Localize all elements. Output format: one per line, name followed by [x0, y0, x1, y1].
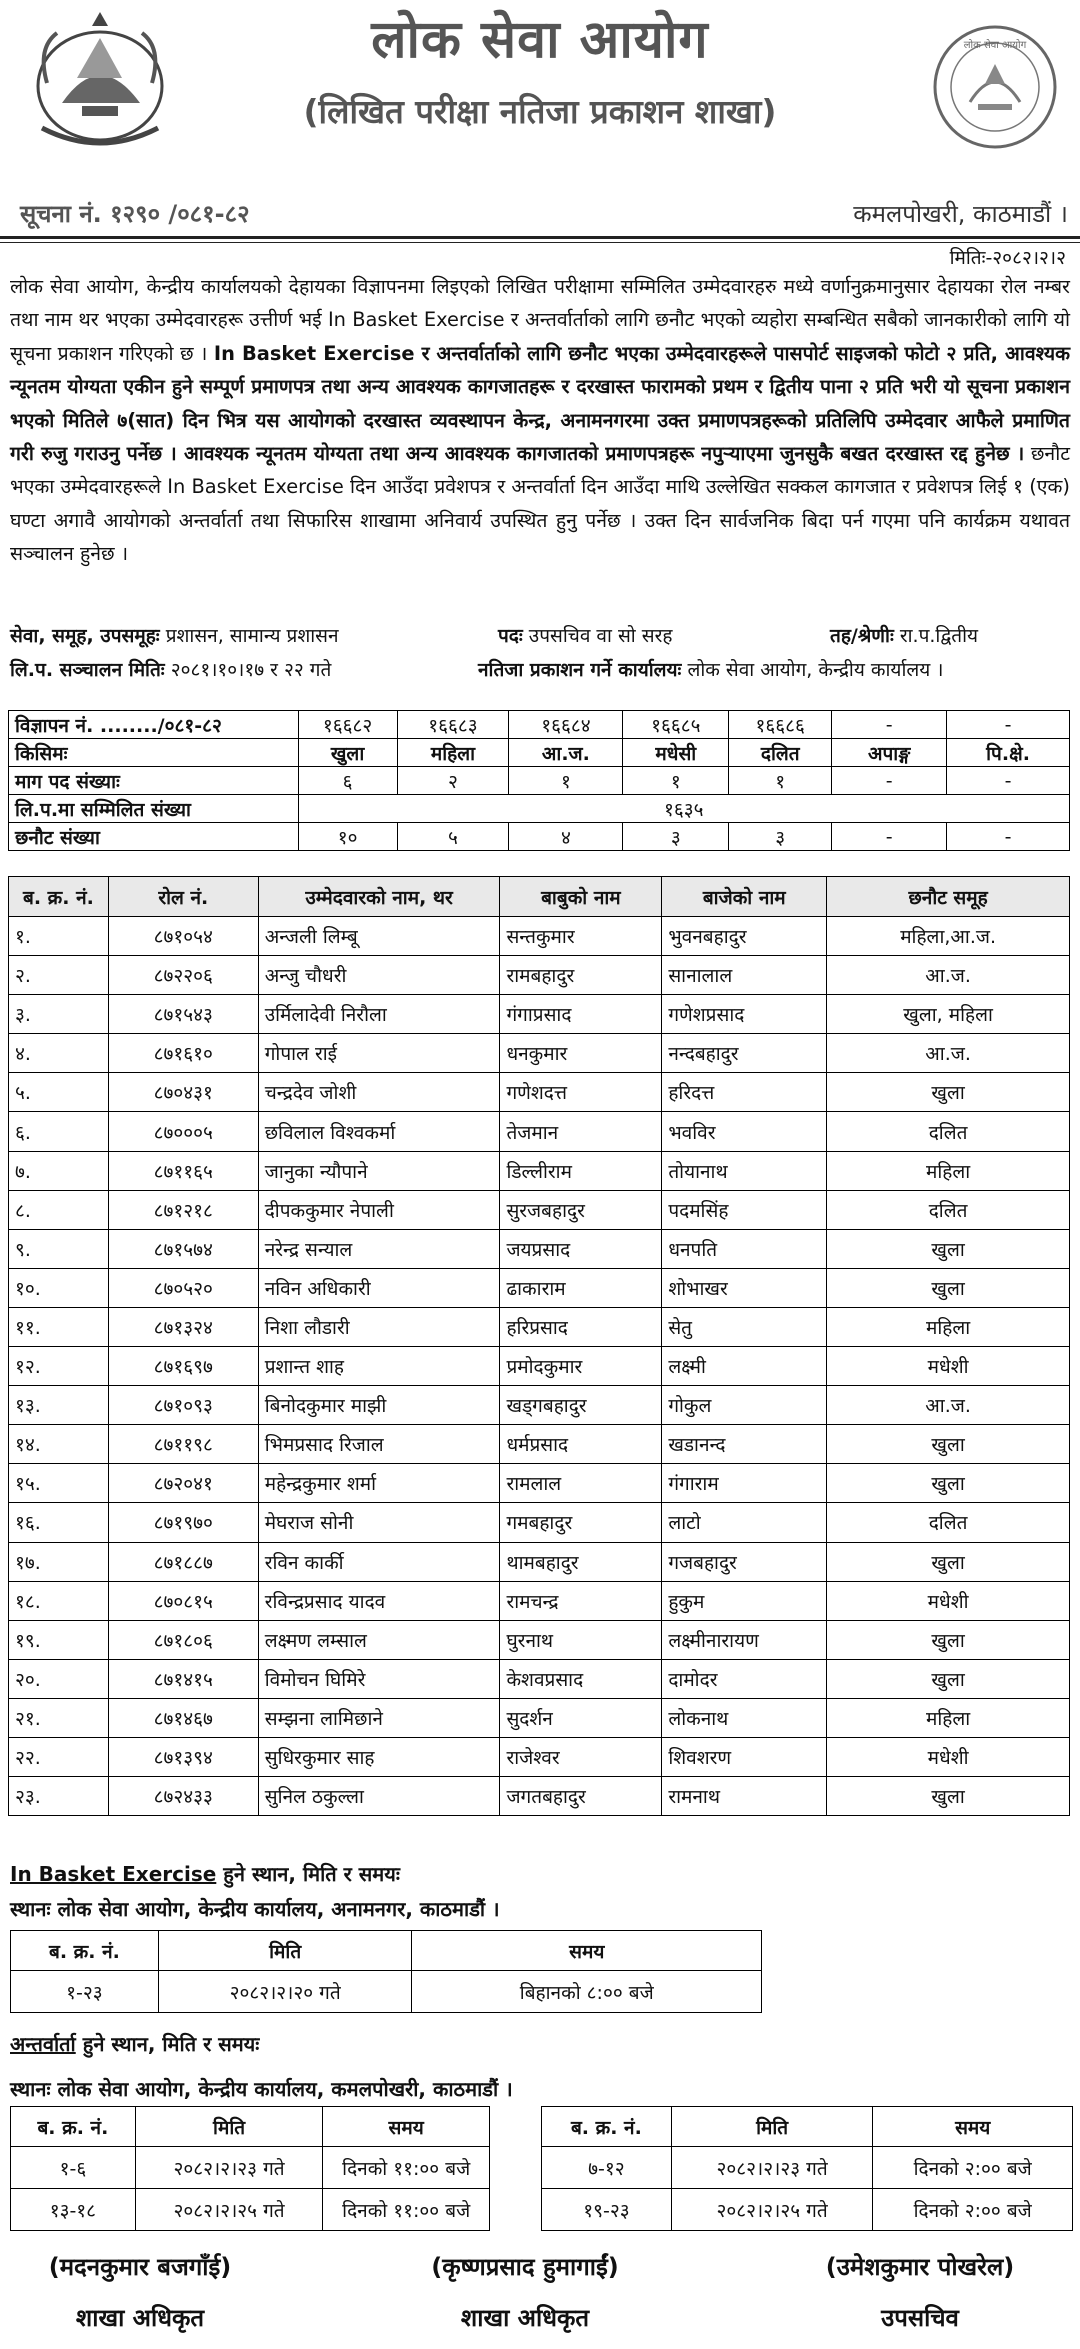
- column-header: मिति: [135, 2107, 323, 2147]
- table-cell: गंगाराम: [662, 1464, 827, 1503]
- interview-location: स्थानः लोक सेवा आयोग, केन्द्रीय कार्यालय, कमलपोखरी, काठमाडौं ।: [10, 2077, 513, 2101]
- table-row: [9, 1034, 1070, 1073]
- table-cell: जानुका न्यौपाने: [258, 1151, 500, 1190]
- table-cell: ८.: [9, 1190, 109, 1229]
- table-cell: सन्तकुमार: [500, 917, 662, 956]
- table-cell: दीपककुमार नेपाली: [258, 1190, 500, 1229]
- signature-block: [790, 2250, 1050, 2334]
- header: [0, 0, 1080, 190]
- signatory-title: उपसचिव: [881, 2304, 959, 2332]
- summary-cell: -: [947, 711, 1070, 739]
- column-header: रोल नं.: [108, 877, 258, 917]
- summary-table-wrap: [8, 710, 1070, 851]
- table-cell: बिनोदकुमार माझी: [258, 1386, 500, 1425]
- interview-row: [11, 2189, 490, 2231]
- info-line-1: [10, 622, 1070, 652]
- summary-table: [8, 710, 1070, 851]
- table-cell: महेन्द्रकुमार शर्मा: [258, 1464, 500, 1503]
- table-cell: शोभाखर: [662, 1268, 827, 1307]
- summary-cell: -: [947, 823, 1070, 851]
- table-cell: २०८२।२।२५ गते: [671, 2189, 873, 2231]
- table-cell: खुला, महिला: [827, 995, 1070, 1034]
- table-cell: आ.ज.: [827, 1034, 1070, 1073]
- table-cell: पदमसिंह: [662, 1190, 827, 1229]
- column-header: समय: [873, 2107, 1073, 2147]
- table-cell: ८७२२०६: [108, 956, 258, 995]
- summary-cell: -: [832, 711, 947, 739]
- table-cell: दिनको २:०० बजे: [873, 2189, 1073, 2231]
- table-cell: दिनको ११:०० बजे: [323, 2189, 490, 2231]
- table-cell: दलित: [827, 1503, 1070, 1542]
- table-cell: गोपाल राई: [258, 1034, 500, 1073]
- table-cell: धनपति: [662, 1229, 827, 1268]
- table-cell: घुरनाथ: [500, 1620, 662, 1659]
- table-cell: ८७१०५४: [108, 917, 258, 956]
- table-cell: १९.: [9, 1620, 109, 1659]
- office-label: नतिजा प्रकाशन गर्ने कार्यालयः: [478, 659, 682, 681]
- table-row: [9, 1073, 1070, 1112]
- table-cell: २०८२।२।२३ गते: [671, 2147, 873, 2189]
- results-header-row: [9, 877, 1070, 917]
- table-cell: ८७१५४३: [108, 995, 258, 1034]
- table-cell: धनकुमार: [500, 1034, 662, 1073]
- summary-cell: १: [509, 767, 623, 795]
- table-cell: चन्द्रदेव जोशी: [258, 1073, 500, 1112]
- summary-cell: ३: [623, 823, 729, 851]
- table-cell: सानालाल: [662, 956, 827, 995]
- summary-row-type: [9, 739, 1070, 767]
- summary-cell: महिला: [397, 739, 509, 767]
- table-cell: १-६: [11, 2147, 136, 2189]
- interview-header-row: [542, 2107, 1073, 2147]
- table-cell: भुवनबहादुर: [662, 917, 827, 956]
- table-cell: १०.: [9, 1268, 109, 1307]
- summary-label: लि.प.मा सम्मिलित संख्या: [9, 795, 299, 823]
- summary-label: माग पद संख्याः: [9, 767, 299, 795]
- table-cell: डिल्लीराम: [500, 1151, 662, 1190]
- table-cell: २०८२।२।२३ गते: [135, 2147, 323, 2189]
- table-cell: महिला: [827, 1307, 1070, 1346]
- signature-block: [20, 2250, 260, 2334]
- summary-row-participants: [9, 795, 1070, 823]
- summary-cell: -: [832, 823, 947, 851]
- table-cell: ८७१६१०: [108, 1034, 258, 1073]
- table-row: [9, 1268, 1070, 1307]
- table-row: [9, 1307, 1070, 1346]
- table-cell: ८७११९८: [108, 1425, 258, 1464]
- summary-label: छनौट संख्या: [9, 823, 299, 851]
- post-label: पदः: [498, 625, 523, 647]
- summary-cell: ४: [509, 823, 623, 851]
- signatory-name: (उमेशकुमार पोखरेल): [825, 2253, 1015, 2281]
- table-row: [9, 995, 1070, 1034]
- table-row: [9, 1425, 1070, 1464]
- table-cell: २०८२।२।२५ गते: [135, 2189, 323, 2231]
- table-cell: बिहानको ८:०० बजे: [412, 1971, 762, 2013]
- table-cell: १४.: [9, 1425, 109, 1464]
- table-cell: खडानन्द: [662, 1425, 827, 1464]
- table-cell: १-२३: [11, 1971, 159, 2013]
- results-table-wrap: [8, 876, 1070, 1816]
- table-cell: १५.: [9, 1464, 109, 1503]
- table-cell: ८७०००५: [108, 1112, 258, 1151]
- exam-date-value: २०८१।१०।१७ र २२ गते: [170, 659, 332, 681]
- table-cell: रविन कार्की: [258, 1542, 500, 1581]
- interview-right-table-wrap: [541, 2106, 1073, 2231]
- table-cell: ८७१४६७: [108, 1698, 258, 1737]
- divider: [0, 236, 1080, 239]
- table-cell: ८७२४३३: [108, 1777, 258, 1816]
- summary-cell: पि.क्षे.: [947, 739, 1070, 767]
- table-cell: तोयानाथ: [662, 1151, 827, 1190]
- table-cell: ६.: [9, 1112, 109, 1151]
- results-table: [8, 876, 1070, 1816]
- basket-section-title: [10, 1860, 400, 1887]
- table-row: [9, 1386, 1070, 1425]
- notice-date: मितिः-२०८२।२।२: [949, 247, 1066, 269]
- summary-cell: अपाङ्ग: [832, 739, 947, 767]
- table-cell: महिला,आ.ज.: [827, 917, 1070, 956]
- table-row: [9, 1620, 1070, 1659]
- table-row: [9, 1777, 1070, 1816]
- table-cell: लाटो: [662, 1503, 827, 1542]
- table-cell: ८७०४३१: [108, 1073, 258, 1112]
- table-cell: खुला: [827, 1464, 1070, 1503]
- table-cell: ८७१९७०: [108, 1503, 258, 1542]
- level-value: रा.प.द्वितीय: [899, 625, 979, 647]
- table-row: [9, 1190, 1070, 1229]
- summary-cell: ६: [298, 767, 397, 795]
- table-cell: १६.: [9, 1503, 109, 1542]
- signatory-title: शाखा अधिकृत: [460, 2304, 590, 2332]
- table-cell: केशवप्रसाद: [500, 1659, 662, 1698]
- column-header: मिति: [671, 2107, 873, 2147]
- table-cell: खुला: [827, 1229, 1070, 1268]
- table-row: [9, 1698, 1070, 1737]
- table-cell: ७.: [9, 1151, 109, 1190]
- table-cell: मेघराज सोनी: [258, 1503, 500, 1542]
- table-cell: १८.: [9, 1581, 109, 1620]
- info-line-2: [10, 656, 1070, 686]
- table-cell: २०.: [9, 1659, 109, 1698]
- table-cell: ९.: [9, 1229, 109, 1268]
- summary-cell: -: [832, 767, 947, 795]
- table-cell: आ.ज.: [827, 1386, 1070, 1425]
- table-cell: खुला: [827, 1425, 1070, 1464]
- table-row: [9, 1112, 1070, 1151]
- table-cell: ८७१२१८: [108, 1190, 258, 1229]
- basket-location: स्थानः लोक सेवा आयोग, केन्द्रीय कार्यालय, अनामनगर, काठमाडौं ।: [10, 1897, 500, 1921]
- summary-cell: -: [947, 767, 1070, 795]
- table-cell: १३-१८: [11, 2189, 136, 2231]
- level-label: तह/श्रेणीः: [830, 625, 894, 647]
- table-cell: दिनको २:०० बजे: [873, 2147, 1073, 2189]
- basket-title-underlined: In Basket Exercise: [10, 1862, 217, 1886]
- table-cell: गोकुल: [662, 1386, 827, 1425]
- table-cell: ४.: [9, 1034, 109, 1073]
- table-cell: उर्मिलादेवी निरौला: [258, 995, 500, 1034]
- table-cell: १३.: [9, 1386, 109, 1425]
- table-cell: ३.: [9, 995, 109, 1034]
- column-header: ब. क्र. नं.: [11, 1931, 159, 1971]
- exam-date-label: लि.प. सञ्चालन मितिः: [10, 659, 165, 681]
- table-cell: विमोचन घिमिरे: [258, 1659, 500, 1698]
- table-row: [9, 1659, 1070, 1698]
- notice-location: कमलपोखरी, काठमाडौं ।: [853, 200, 1068, 228]
- summary-row-selected: [9, 823, 1070, 851]
- notice-row: [20, 193, 1068, 233]
- table-cell: प्रमोदकुमार: [500, 1347, 662, 1386]
- table-row: [9, 1229, 1070, 1268]
- results-body: [9, 917, 1070, 1816]
- commission-seal-icon: [930, 22, 1060, 152]
- summary-cell: २: [397, 767, 509, 795]
- table-cell: रविन्द्रप्रसाद यादव: [258, 1581, 500, 1620]
- summary-cell: ५: [397, 823, 509, 851]
- table-cell: १२.: [9, 1347, 109, 1386]
- summary-cell: खुला: [298, 739, 397, 767]
- table-row: [9, 1542, 1070, 1581]
- table-cell: खुला: [827, 1073, 1070, 1112]
- service-label: सेवा, समूह, उपसमूहः: [10, 625, 160, 647]
- notice-number: सूचना नं. १२९० /०८१-८२: [20, 200, 250, 228]
- summary-row-ad: [9, 711, 1070, 739]
- table-cell: महिला: [827, 1151, 1070, 1190]
- table-cell: २३.: [9, 1777, 109, 1816]
- table-cell: गणेशदत्त: [500, 1073, 662, 1112]
- table-cell: ११.: [9, 1307, 109, 1346]
- table-cell: ८७१३२४: [108, 1307, 258, 1346]
- basket-title-rest: हुने स्थान, मिति र समयः: [216, 1862, 400, 1886]
- interview-right-table: [541, 2106, 1073, 2231]
- summary-label: विज्ञापन नं. ......../०८१-८२: [9, 711, 299, 739]
- basket-table-wrap: [10, 1930, 762, 2013]
- summary-cell: १६६८६: [729, 711, 832, 739]
- page-subtitle: (लिखित परीक्षा नतिजा प्रकाशन शाखा): [303, 92, 777, 131]
- interview-header-row: [11, 2107, 490, 2147]
- table-cell: ८७१५७४: [108, 1229, 258, 1268]
- table-cell: भवविर: [662, 1112, 827, 1151]
- office-value: लोक सेवा आयोग, केन्द्रीय कार्यालय ।: [687, 659, 944, 681]
- table-cell: दामोदर: [662, 1659, 827, 1698]
- interview-row: [542, 2147, 1073, 2189]
- table-cell: गमबहादुर: [500, 1503, 662, 1542]
- table-cell: शिवशरण: [662, 1737, 827, 1776]
- table-cell: हुकुम: [662, 1581, 827, 1620]
- table-cell: ७-१२: [542, 2147, 672, 2189]
- column-header: बाबुको नाम: [500, 877, 662, 917]
- summary-cell: १६६८२: [298, 711, 397, 739]
- paragraph-part-2: In Basket Exercise र अन्तर्वार्ताको लागि छनौट भएका उम्मेदवारहरूले पासपोर्ट साइजको फोटो २ प्रति, आवश्यक न्यूनतम योग्यता एकीन हुने सम्पूर्ण प्रमाणपत्र तथा अन्य आवश्यक कागजातहरू र दरखास्त फारामको प्रथम र द्वितीय पाना २ प्रति भरी यो सूचना प्रकाशन भएको मितिले ७(सात) दिन भित्र यस आयोगको दरखास्त व्यवस्थापन केन्द्र, अनामनगरमा उक्त प्रमाणपत्रहरूको प्रतिलिपि उम्मेदवार आफैले प्रमाणित गरी रुजु गराउनु पर्नेछ । आवश्यक न्यूनतम योग्यता तथा अन्य आवश्यक कागजातको प्रमाणपत्रहरू नपुऱ्याएमा जुनसुकै बखत दरखास्त रद्द हुनेछ ।: [10, 341, 1070, 466]
- table-cell: १.: [9, 917, 109, 956]
- table-cell: ८७१८०६: [108, 1620, 258, 1659]
- table-cell: ढाकाराम: [500, 1268, 662, 1307]
- column-header: ब. क्र. नं.: [542, 2107, 672, 2147]
- table-cell: लक्ष्मी: [662, 1347, 827, 1386]
- table-cell: मधेशी: [827, 1581, 1070, 1620]
- table-cell: रामबहादुर: [500, 956, 662, 995]
- seal-text: लोक सेवा आयोग: [963, 40, 1027, 51]
- table-cell: २.: [9, 956, 109, 995]
- table-cell: छविलाल विश्वकर्मा: [258, 1112, 500, 1151]
- column-header: ब. क्र. नं.: [11, 2107, 136, 2147]
- table-cell: ८७१०९३: [108, 1386, 258, 1425]
- table-cell: दलित: [827, 1190, 1070, 1229]
- table-cell: खड्गबहादुर: [500, 1386, 662, 1425]
- summary-row-demand: [9, 767, 1070, 795]
- table-row: [9, 917, 1070, 956]
- table-cell: निशा लौडारी: [258, 1307, 500, 1346]
- table-cell: धर्मप्रसाद: [500, 1425, 662, 1464]
- table-cell: अन्जु चौधरी: [258, 956, 500, 995]
- table-cell: आ.ज.: [827, 956, 1070, 995]
- table-cell: गजबहादुर: [662, 1542, 827, 1581]
- divider: [0, 242, 1080, 243]
- table-cell: खुला: [827, 1542, 1070, 1581]
- table-cell: लक्ष्मीनारायण: [662, 1620, 827, 1659]
- summary-cell: १६३५: [298, 795, 1069, 823]
- column-header: समय: [323, 2107, 490, 2147]
- summary-cell: १०: [298, 823, 397, 851]
- summary-cell: दलित: [729, 739, 832, 767]
- interview-title-rest: हुने स्थान, मिति र समयः: [75, 2032, 260, 2056]
- table-cell: जयप्रसाद: [500, 1229, 662, 1268]
- table-cell: सुनिल ठकुल्ला: [258, 1777, 500, 1816]
- table-cell: मधेशी: [827, 1347, 1070, 1386]
- table-cell: गंगाप्रसाद: [500, 995, 662, 1034]
- basket-header-row: [11, 1931, 762, 1971]
- table-cell: लक्ष्मण लम्साल: [258, 1620, 500, 1659]
- summary-cell: आ.ज.: [509, 739, 623, 767]
- table-cell: हरिदत्त: [662, 1073, 827, 1112]
- table-cell: ८७१४१५: [108, 1659, 258, 1698]
- table-cell: रामचन्द्र: [500, 1581, 662, 1620]
- table-cell: २०८२।२।२० गते: [158, 1971, 412, 2013]
- column-header: छनौट समूह: [827, 877, 1070, 917]
- post-value: उपसचिव वा सो सरह: [528, 625, 673, 647]
- table-cell: नन्दबहादुर: [662, 1034, 827, 1073]
- table-cell: १९-२३: [542, 2189, 672, 2231]
- signatory-title: शाखा अधिकृत: [75, 2304, 205, 2332]
- interview-title-underlined: अन्तर्वार्ता: [10, 2032, 76, 2056]
- interview-row: [11, 2147, 490, 2189]
- table-cell: मधेशी: [827, 1737, 1070, 1776]
- interview-left-table-wrap: [10, 2106, 490, 2231]
- paragraph-part-3: छनौट भएका उम्मेदवारहरूले In Basket Exercise दिन आउँदा प्रवेशपत्र र अन्तर्वार्ता दिन आउँदा माथि उल्लेखित सक्कल कागजात र प्रवेशपत्र लिई १ (एक) घण्टा अगावै आयोगको अन्तर्वार्ता तथा सिफारिस शाखामा अनिवार्य उपस्थित हुनु पर्नेछ । उक्त दिन सार्वजनिक बिदा पर्न गएमा पनि कार्यक्रम यथावत सञ्चालन हुनेछ ।: [10, 442, 1070, 566]
- table-cell: रामलाल: [500, 1464, 662, 1503]
- table-cell: भिमप्रसाद रिजाल: [258, 1425, 500, 1464]
- table-cell: सुदर्शन: [500, 1698, 662, 1737]
- table-row: [9, 1151, 1070, 1190]
- table-cell: दिनको ११:०० बजे: [323, 2147, 490, 2189]
- table-cell: महिला: [827, 1698, 1070, 1737]
- table-row: [9, 1503, 1070, 1542]
- signatory-name: (मदनकुमार बजगाँई): [48, 2253, 232, 2281]
- table-cell: अन्जली लिम्बू: [258, 917, 500, 956]
- table-cell: खुला: [827, 1777, 1070, 1816]
- interview-left-table: [10, 2106, 490, 2231]
- interview-section-title: [10, 2030, 259, 2057]
- summary-cell: ३: [729, 823, 832, 851]
- table-cell: ८७२०४१: [108, 1464, 258, 1503]
- table-cell: खुला: [827, 1659, 1070, 1698]
- summary-cell: १: [729, 767, 832, 795]
- summary-cell: १६६८५: [623, 711, 729, 739]
- table-cell: खुला: [827, 1268, 1070, 1307]
- table-row: [9, 956, 1070, 995]
- table-cell: २१.: [9, 1698, 109, 1737]
- table-cell: २२.: [9, 1737, 109, 1776]
- table-cell: नरेन्द्र सन्याल: [258, 1229, 500, 1268]
- table-cell: हरिप्रसाद: [500, 1307, 662, 1346]
- table-cell: सेतु: [662, 1307, 827, 1346]
- column-header: बाजेको नाम: [662, 877, 827, 917]
- table-cell: रामनाथ: [662, 1777, 827, 1816]
- service-value: प्रशासन, सामान्य प्रशासन: [165, 625, 339, 647]
- summary-cell: मधेसी: [623, 739, 729, 767]
- column-header: उम्मेदवारको नाम, थर: [258, 877, 500, 917]
- signature-block: [395, 2250, 655, 2334]
- column-header: ब. क्र. नं.: [9, 877, 109, 917]
- table-cell: नविन अधिकारी: [258, 1268, 500, 1307]
- notice-paragraph: [10, 270, 1070, 571]
- paragraph-part-1: लोक सेवा आयोग, केन्द्रीय कार्यालयको देहायका विज्ञापनमा लिइएको लिखित परीक्षामा सम्मिलित उम्मेदवारहरु मध्ये वर्णानुक्रमानुसार देहायका रोल नम्बर तथा नाम थर भएका उम्मेदवारहरू उत्तीर्ण भई In Basket Exercise र अन्तर्वार्ताको लागि छनौट भएको व्यहोरा सम्बन्धित सबैको जानकारीको लागि यो सूचना प्रकाशन गरिएको छ ।: [10, 275, 1070, 365]
- page-title: लोक सेवा आयोग: [371, 10, 709, 70]
- table-cell: ८७१८८७: [108, 1542, 258, 1581]
- basket-row: [11, 1971, 762, 2013]
- table-cell: दलित: [827, 1112, 1070, 1151]
- interview-row: [542, 2189, 1073, 2231]
- table-row: [9, 1347, 1070, 1386]
- signatory-name: (कृष्णप्रसाद हुमागाईं): [431, 2253, 619, 2281]
- table-cell: ८७०५२०: [108, 1268, 258, 1307]
- column-header: मिति: [158, 1931, 412, 1971]
- summary-cell: १६६८३: [397, 711, 509, 739]
- table-cell: जगतबहादुर: [500, 1777, 662, 1816]
- table-row: [9, 1581, 1070, 1620]
- table-cell: सम्झना लामिछाने: [258, 1698, 500, 1737]
- table-cell: प्रशान्त शाह: [258, 1347, 500, 1386]
- summary-cell: १: [623, 767, 729, 795]
- table-cell: तेजमान: [500, 1112, 662, 1151]
- table-cell: खुला: [827, 1620, 1070, 1659]
- table-cell: सुधिरकुमार साह: [258, 1737, 500, 1776]
- table-cell: राजेश्वर: [500, 1737, 662, 1776]
- table-cell: थामबहादुर: [500, 1542, 662, 1581]
- table-cell: ८७१३९४: [108, 1737, 258, 1776]
- table-row: [9, 1464, 1070, 1503]
- table-row: [9, 1737, 1070, 1776]
- table-cell: ८७१६९७: [108, 1347, 258, 1386]
- summary-cell: १६६८४: [509, 711, 623, 739]
- basket-table: [10, 1930, 762, 2013]
- table-cell: ८७११६५: [108, 1151, 258, 1190]
- table-cell: सुरजबहादुर: [500, 1190, 662, 1229]
- table-cell: ५.: [9, 1073, 109, 1112]
- table-cell: लोकनाथ: [662, 1698, 827, 1737]
- column-header: समय: [412, 1931, 762, 1971]
- table-cell: १७.: [9, 1542, 109, 1581]
- table-cell: गणेशप्रसाद: [662, 995, 827, 1034]
- table-cell: ८७०८१५: [108, 1581, 258, 1620]
- summary-label: किसिमः: [9, 739, 299, 767]
